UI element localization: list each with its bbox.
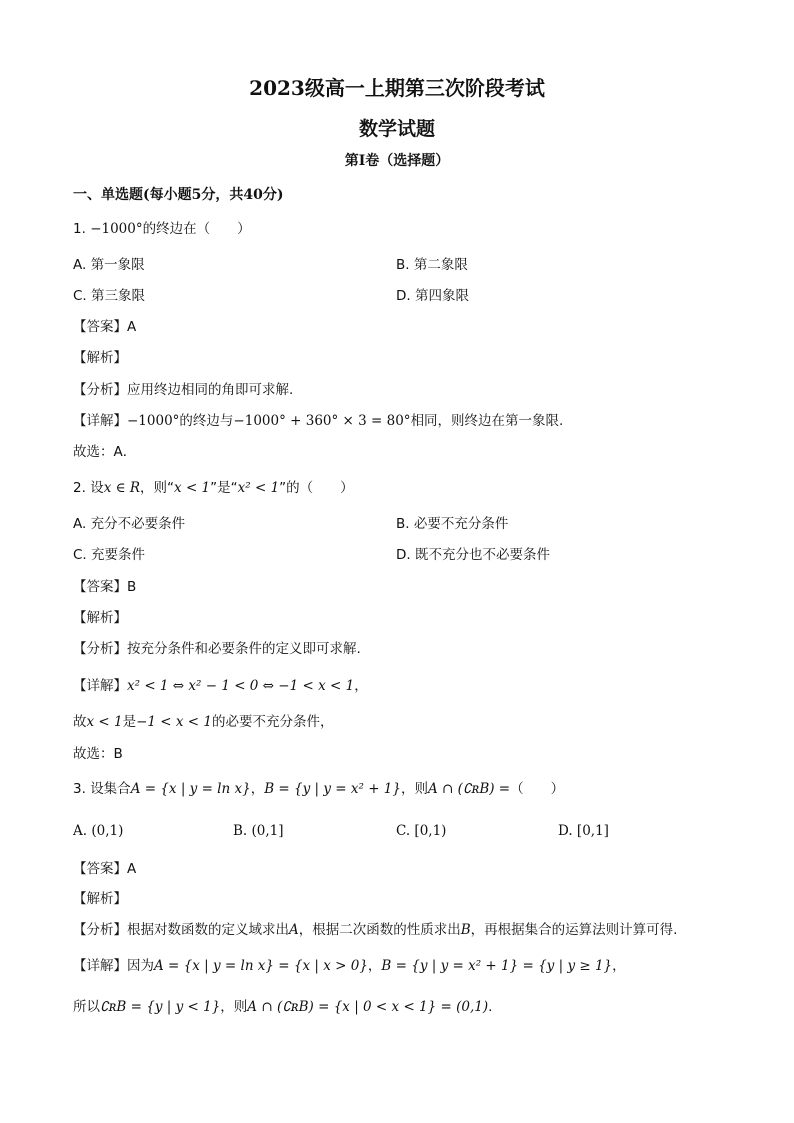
detail-line	[73, 957, 626, 975]
analysis-label: 【解析】	[73, 891, 127, 907]
answer-label: 【答案】	[73, 319, 127, 335]
stem-text: ”的（ ）	[279, 480, 354, 496]
question-number: 2.	[73, 480, 86, 496]
question-2-stem	[73, 479, 354, 497]
math-expression: B = {y | y = x² + 1} = {y | y ≥ 1}	[381, 958, 613, 974]
fenxi-line	[73, 381, 293, 399]
fenxi-text: ，根据二次函数的性质求出	[298, 922, 461, 938]
answer-value: A	[127, 861, 137, 877]
answer-line	[73, 860, 136, 878]
fenxi-label: 【分析】	[73, 382, 127, 398]
fenxi-text: 根据对数函数的定义域求出	[127, 922, 289, 938]
math-expression: x < 1	[86, 714, 123, 730]
analysis-label: 【解析】	[73, 350, 127, 366]
option-a: A. (0,1)	[73, 823, 124, 839]
stem-text: ，则	[400, 781, 428, 797]
detail-line-2	[73, 713, 334, 731]
option-c: C. 充要条件	[73, 547, 146, 563]
choose-line: 故选：A．	[73, 444, 137, 460]
detail-text: ，	[354, 678, 368, 694]
volume-title: 第Ⅰ卷（选择题）	[344, 153, 450, 169]
detail-line	[73, 412, 563, 430]
detail-label: 【详解】	[73, 413, 127, 429]
option-a: A. 第一象限	[73, 257, 145, 273]
detail-text: ，则	[220, 999, 248, 1015]
math-expression: x² < 1	[237, 480, 280, 496]
answer-value: B	[127, 579, 137, 595]
question-number: 3.	[73, 781, 86, 797]
math-expression: −1000°	[90, 221, 143, 237]
math-expression: −1 < x < 1	[136, 714, 213, 730]
detail-text: 的终边与	[179, 413, 234, 429]
fenxi-text: 应用终边相同的角即可求解.	[127, 382, 294, 398]
stem-text: （ ）	[510, 781, 565, 797]
stem-text: ”是“	[210, 480, 238, 496]
detail-line	[73, 677, 368, 695]
option-d: D. 既不充分也不必要条件	[396, 547, 550, 563]
stem-text: 的终边在（ ）	[142, 221, 251, 237]
stem-text: 设集合	[90, 781, 131, 797]
math-expression: A = {x | y = ln x}	[130, 781, 251, 797]
detail-line-2	[73, 998, 492, 1016]
detail-text: 的必要不充分条件，	[212, 714, 334, 730]
detail-text: 是	[122, 714, 137, 730]
math-expression: x < 1	[174, 480, 211, 496]
subject-title: 数学试题	[358, 118, 435, 140]
math-expression: −1000°	[127, 413, 180, 429]
fenxi-line	[73, 640, 361, 658]
choose-line: 故选：B	[73, 746, 123, 762]
math-expression: A = {x | y = ln x} = {x | x > 0}	[154, 958, 368, 974]
detail-text: 相同，则终边在第一象限.	[410, 413, 564, 429]
option-c: C. [0,1)	[396, 823, 447, 839]
section-heading: 一、单选题(每小题5分，共40分)	[73, 187, 284, 203]
stem-text: 设	[90, 480, 104, 496]
fenxi-label: 【分析】	[73, 922, 127, 938]
math-expression: A	[289, 922, 299, 938]
math-expression: A ∩ (∁ʀB) =	[427, 781, 511, 797]
detail-text: ，	[367, 958, 382, 974]
math-expression: ∁ʀB = {y | y < 1}	[100, 999, 221, 1015]
question-1-stem	[73, 220, 251, 238]
detail-label: 【详解】	[73, 678, 127, 694]
analysis-label: 【解析】	[73, 610, 127, 626]
stem-text: ，	[250, 781, 265, 797]
math-expression: B = {y | y = x² + 1}	[264, 781, 401, 797]
fenxi-text: ，再根据集合的运算法则计算可得.	[470, 922, 678, 938]
detail-text: 故	[73, 714, 87, 730]
stem-text: ，则“	[140, 480, 175, 496]
detail-text: 因为	[127, 958, 154, 974]
math-expression: −1000° + 360° × 3 = 80°	[233, 413, 411, 429]
exam-title: 2023级高一上期第三次阶段考试	[249, 76, 545, 100]
answer-line	[73, 578, 136, 596]
option-d: D. 第四象限	[396, 288, 469, 304]
math-expression: x ∈ R	[103, 480, 141, 496]
math-expression: B	[460, 922, 471, 938]
fenxi-line	[73, 921, 677, 939]
answer-value: A	[127, 319, 137, 335]
math-expression: x² < 1 ⇔ x² − 1 < 0 ⇔ −1 < x < 1	[127, 678, 355, 694]
option-b: B. 必要不充分条件	[396, 516, 509, 532]
option-d: D. [0,1]	[558, 823, 609, 839]
option-a: A. 充分不必要条件	[73, 516, 186, 532]
option-c: C. 第三象限	[73, 288, 146, 304]
answer-label: 【答案】	[73, 861, 127, 877]
detail-label: 【详解】	[73, 958, 127, 974]
answer-line	[73, 318, 136, 336]
answer-label: 【答案】	[73, 579, 127, 595]
fenxi-label: 【分析】	[73, 641, 127, 657]
fenxi-text: 按充分条件和必要条件的定义即可求解.	[127, 641, 361, 657]
question-number: 1.	[73, 221, 86, 237]
question-3-stem	[73, 780, 564, 798]
detail-text: ，	[612, 958, 626, 974]
detail-text: 所以	[73, 999, 100, 1015]
option-b: B. 第二象限	[396, 257, 468, 273]
math-expression: A ∩ (∁ʀB) = {x | 0 < x < 1} = (0,1)	[247, 999, 489, 1015]
option-b: B. (0,1]	[233, 823, 284, 839]
detail-text: .	[488, 999, 493, 1015]
